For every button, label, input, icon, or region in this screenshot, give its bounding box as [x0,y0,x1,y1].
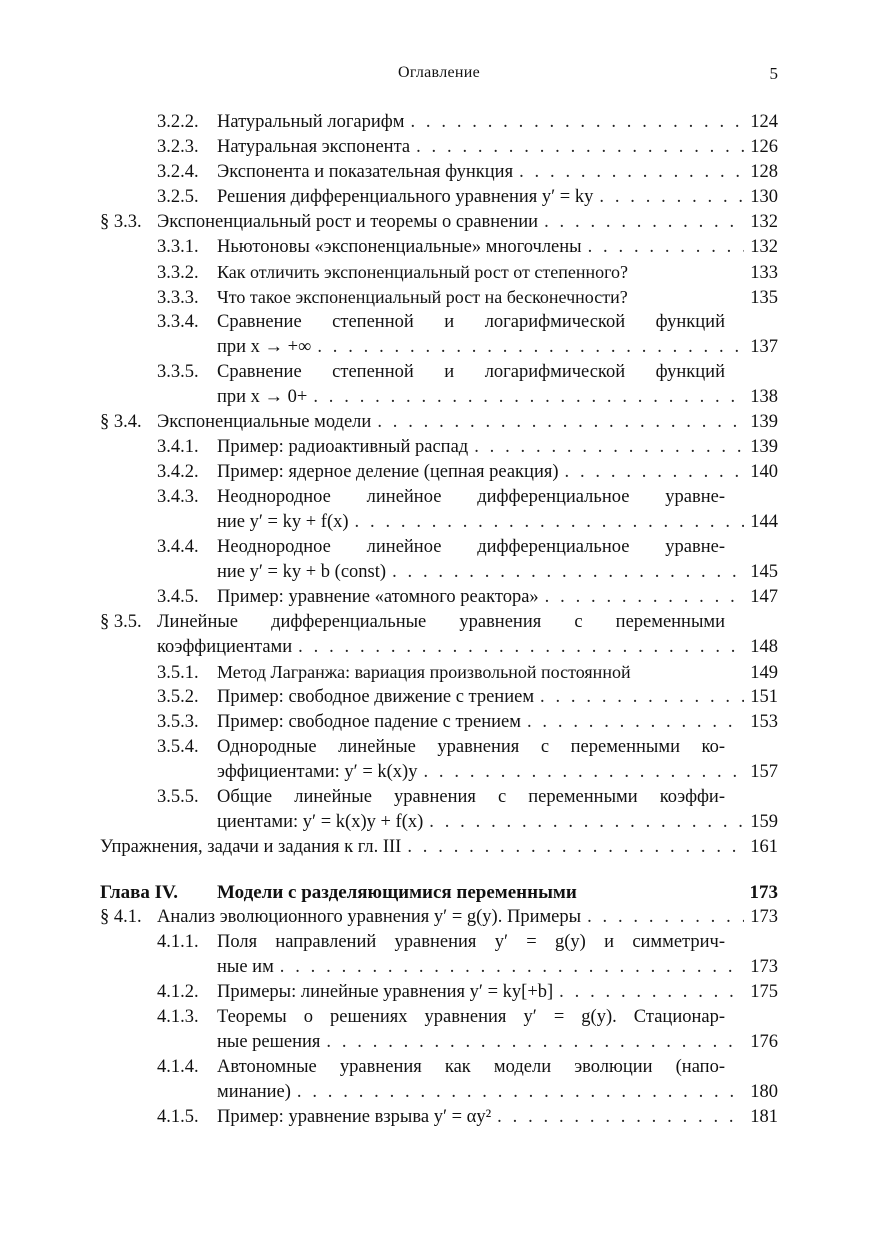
toc-entry-continuation[interactable] [217,955,778,980]
leader-dots [539,585,744,610]
entry-page: 144 [750,512,778,532]
leader-dots [593,185,744,210]
toc-section[interactable] [100,610,725,635]
toc-entry[interactable] [157,435,778,460]
leader-dots [401,835,744,860]
entry-title: Как отличить экспоненциальный рост от степенного? [217,262,629,282]
leader-dots [311,335,744,360]
section-number: § 4.1. [100,907,142,927]
leader-dots [410,135,744,160]
entry-title-continuation: минание) [217,1082,291,1102]
section-number: § 3.3. [100,212,142,232]
entry-title: Пример: радиоактивный распад [217,437,469,457]
entry-title: Сравнение степенной и логарифмической функций [217,312,725,332]
leader-dots [320,1030,744,1055]
entry-number: 3.2.3. [157,137,199,157]
leader-dots [423,810,744,835]
entry-title: Метод Лагранжа: вариация произвольной постоянной [217,662,631,682]
entry-number: 3.2.4. [157,162,199,182]
entry-number: 3.4.1. [157,437,199,457]
toc-entry[interactable] [157,360,725,385]
running-title: Оглавление [397,64,481,81]
entry-number: 3.4.3. [157,487,199,507]
leader-dots [534,685,744,710]
entry-title: Автономные уравнения как модели эволюции (напо- [217,1057,725,1077]
chapter-title: Модели с разделяющимися переменными [217,882,577,903]
entry-page: 132 [750,237,778,257]
entry-page: 151 [750,687,778,707]
entry-title: Теоремы о решениях уравнения y′ = g(y). Стационар- [217,1007,725,1027]
toc-section-continuation[interactable] [157,635,778,660]
entry-title: Натуральный логарифм [217,112,405,132]
toc-entry[interactable] [157,785,725,810]
toc-entry[interactable] [157,135,778,160]
section-number: § 3.4. [100,412,142,432]
page-header [100,64,778,88]
chapter-number: Глава IV. [100,882,179,903]
toc-entry[interactable] [157,930,725,955]
toc-section[interactable] [100,905,778,930]
entry-page: 161 [750,837,778,857]
entry-page: 173 [750,957,778,977]
entry-title: Примеры: линейные уравнения y′ = ky[+b] [217,982,554,1002]
entry-number: 3.3.5. [157,362,199,382]
toc-entry[interactable] [157,585,778,610]
entry-page: 180 [750,1082,778,1102]
entry-number: 3.3.4. [157,312,199,332]
leader-dots [292,635,744,660]
entry-page: 176 [750,1032,778,1052]
toc-entry-continuation[interactable] [217,385,778,410]
entry-number: 3.5.2. [157,687,199,707]
toc-exercises[interactable] [100,835,778,860]
entry-page: 137 [750,337,778,357]
entry-page: 145 [750,562,778,582]
entry-page: 149 [750,663,778,683]
entry-title-continuation: при x → +∞ [217,337,312,357]
entry-number: 3.3.1. [157,237,199,257]
section-title: Экспоненциальный рост и теоремы о сравнении [157,212,539,232]
entry-number: 3.4.4. [157,537,199,557]
entry-page: 159 [750,812,778,832]
entry-title: Неоднородное линейное дифференциальное уравне- [217,537,725,557]
entry-page: 128 [750,162,778,182]
toc-entry-continuation[interactable] [217,810,778,835]
entry-page: 157 [750,762,778,782]
entry-page: 124 [750,112,778,132]
entry-page: 181 [750,1107,778,1127]
entry-number: 3.5.4. [157,737,199,757]
entry-number: 3.4.2. [157,462,199,482]
entry-title: Поля направлений уравнения y′ = g(y) и симметрич- [217,932,725,952]
leader-dots [468,435,744,460]
entry-title-continuation: эффициентами: y′ = k(x)y [217,762,418,782]
entry-title: Пример: уравнение взрыва y′ = αy² [217,1107,492,1127]
leader-dots [417,760,744,785]
entry-page: 147 [750,587,778,607]
toc-entry[interactable] [157,310,725,335]
toc-entry[interactable] [157,110,778,135]
toc-entry-continuation[interactable] [217,1030,778,1055]
entry-title: Ньютоновы «экспоненциальные» многочлены [217,237,582,257]
entry-title: Однородные линейные уравнения с переменными ко- [217,737,725,757]
leader-dots [521,710,744,735]
leader-dots [349,510,744,535]
entry-number: 3.3.2. [157,263,199,283]
leader-dots [538,210,744,235]
entry-page: 138 [750,387,778,407]
entry-number: 3.5.3. [157,712,199,732]
toc-entry[interactable] [157,660,778,685]
entry-number: 4.1.4. [157,1057,199,1077]
toc-entry[interactable] [157,535,725,560]
section-title-continuation: коэффициентами [157,637,293,657]
entry-page: 139 [750,412,778,432]
section-title: Экспоненциальные модели [157,412,372,432]
toc-entry-continuation[interactable] [217,760,778,785]
toc-entry[interactable] [157,460,778,485]
leader-dots [307,385,744,410]
entry-page: 140 [750,462,778,482]
leader-dots [513,160,744,185]
leader-dots [274,955,744,980]
entry-title: Пример: свободное движение с трением [217,687,535,707]
entry-number: 4.1.2. [157,982,199,1002]
entry-number: 4.1.3. [157,1007,199,1027]
exercises-title: Упражнения, задачи и задания к гл. III [100,837,402,857]
toc-entry[interactable] [157,735,725,760]
toc-entry[interactable] [157,485,725,510]
toc-entry[interactable] [157,1105,778,1130]
entry-page: 135 [750,288,778,308]
entry-page: 153 [750,712,778,732]
toc-entry[interactable] [157,185,778,210]
toc-entry[interactable] [157,235,778,260]
entry-number: 3.3.3. [157,288,199,308]
toc-section[interactable] [100,410,778,435]
page-number: 5 [769,64,778,83]
entry-page: 139 [750,437,778,457]
entry-title-continuation: ные решения [217,1032,321,1052]
entry-page: 133 [750,263,778,283]
entry-number: 3.4.5. [157,587,199,607]
section-number: § 3.5. [100,612,142,632]
leader-dots [581,905,744,930]
entry-title: Общие линейные уравнения с переменными коэффи- [217,787,725,807]
entry-page: 173 [750,907,778,927]
entry-title: Пример: свободное падение с трением [217,712,521,732]
entry-title-continuation: ние y′ = ky + b (const) [217,562,387,582]
toc-entry[interactable] [157,710,778,735]
toc-section[interactable] [100,210,778,235]
entry-title: Неоднородное линейное дифференциальное уравне- [217,487,725,507]
toc-entry-continuation[interactable] [217,560,778,585]
toc-entry-continuation[interactable] [217,510,778,535]
toc-chapter[interactable] [100,880,778,905]
entry-page: 130 [750,187,778,207]
entry-number: 3.2.2. [157,112,199,132]
entry-title: Пример: уравнение «атомного реактора» [217,587,539,607]
entry-title-continuation: ние y′ = ky + f(x) [217,512,349,532]
entry-title: Экспонента и показательная функция [217,162,514,182]
entry-title: Сравнение степенной и логарифмической функций [217,362,725,382]
entry-number: 4.1.5. [157,1107,199,1127]
toc-entry[interactable] [157,980,778,1005]
entry-page: 132 [750,212,778,232]
leader-dots [386,560,744,585]
entry-title: Пример: ядерное деление (цепная реакция) [217,462,559,482]
leader-dots [553,980,744,1005]
section-title: Анализ эволюционного уравнения y′ = g(y). Примеры [157,907,582,927]
leader-dots [582,235,744,260]
entry-title: Натуральная экспонента [217,137,411,157]
leader-dots [371,410,744,435]
entry-number: 3.5.1. [157,663,199,683]
entry-number: 4.1.1. [157,932,199,952]
toc-entry[interactable] [157,160,778,185]
entry-title: Решения дифференциального уравнения y′ = ky [217,187,594,207]
leader-dots [491,1105,744,1130]
entry-number: 3.2.5. [157,187,199,207]
toc-entry-continuation[interactable] [217,1080,778,1105]
entry-number: 3.5.5. [157,787,199,807]
leader-dots [559,460,744,485]
toc-entry[interactable] [157,1005,725,1030]
leader-dots [291,1080,744,1105]
entry-page: 126 [750,137,778,157]
entry-title-continuation: при x → 0+ [217,387,308,407]
entry-title-continuation: циентами: y′ = k(x)y + f(x) [217,812,424,832]
toc-entry[interactable] [157,1055,725,1080]
toc-entry[interactable] [157,685,778,710]
section-title: Линейные дифференциальные уравнения с переменными [157,612,725,632]
toc-entry[interactable] [157,285,778,310]
entry-page: 175 [750,982,778,1002]
leader-dots [404,110,744,135]
entry-title-continuation: ные им [217,957,274,977]
entry-title: Что такое экспоненциальный рост на бесконечности? [217,287,628,307]
chapter-page: 173 [749,882,778,903]
entry-page: 148 [750,637,778,657]
toc-entry-continuation[interactable] [217,335,778,360]
toc-entry[interactable] [157,260,778,285]
